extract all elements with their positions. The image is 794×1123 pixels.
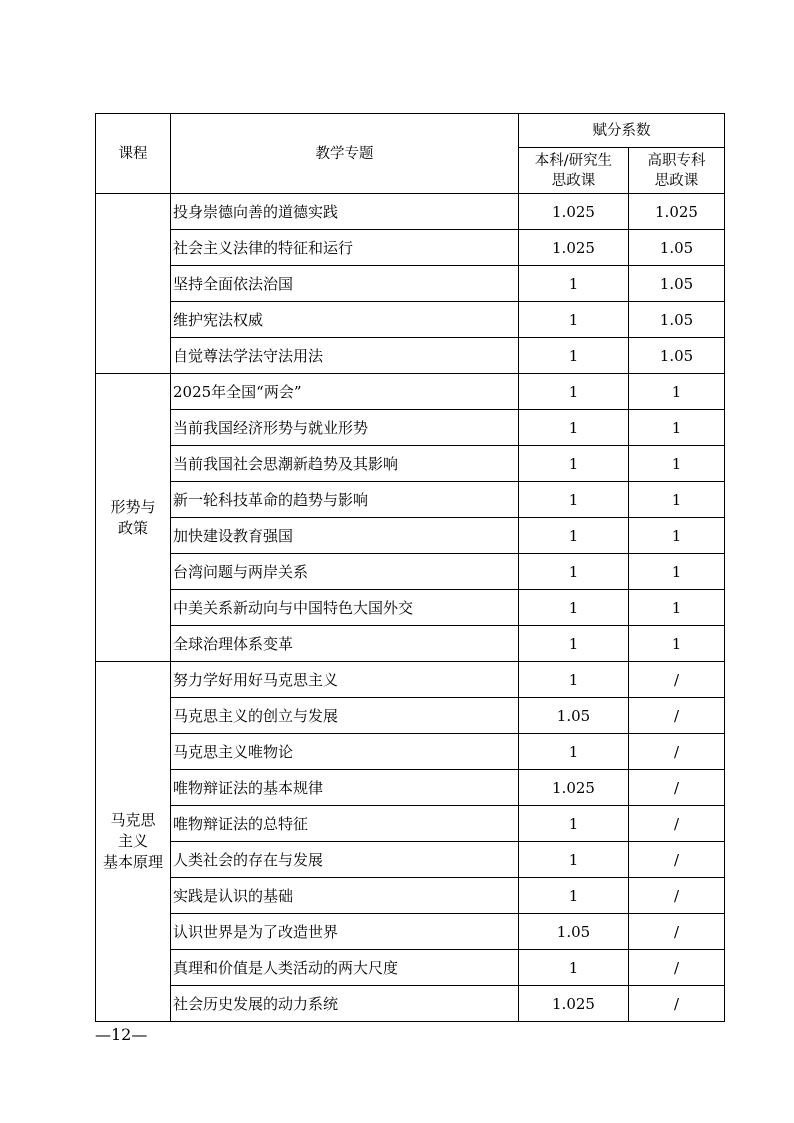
topic-cell: 坚持全面依法治国 bbox=[171, 266, 519, 302]
topic-cell: 人类社会的存在与发展 bbox=[171, 842, 519, 878]
undergrad-value: 1 bbox=[519, 806, 629, 842]
undergrad-value: 1.025 bbox=[519, 194, 629, 230]
topic-cell: 自觉尊法学法守法用法 bbox=[171, 338, 519, 374]
vocational-value: 1 bbox=[629, 590, 725, 626]
table-row bbox=[96, 734, 725, 770]
undergrad-value: 1 bbox=[519, 734, 629, 770]
undergrad-value: 1 bbox=[519, 266, 629, 302]
topic-cell: 马克思主义的创立与发展 bbox=[171, 698, 519, 734]
table-row bbox=[96, 374, 725, 410]
vocational-value: / bbox=[629, 914, 725, 950]
header-undergrad: 本科/研究生 思政课 bbox=[519, 148, 629, 194]
topic-cell: 唯物辩证法的基本规律 bbox=[171, 770, 519, 806]
table-row bbox=[96, 554, 725, 590]
table-row bbox=[96, 914, 725, 950]
vocational-value: / bbox=[629, 662, 725, 698]
topic-cell: 社会主义法律的特征和运行 bbox=[171, 230, 519, 266]
vocational-value: 1.05 bbox=[629, 230, 725, 266]
table-row bbox=[96, 878, 725, 914]
vocational-value: 1 bbox=[629, 410, 725, 446]
topic-cell: 全球治理体系变革 bbox=[171, 626, 519, 662]
table-row bbox=[96, 950, 725, 986]
undergrad-value: 1 bbox=[519, 842, 629, 878]
topic-cell: 当前我国社会思潮新趋势及其影响 bbox=[171, 446, 519, 482]
table-row bbox=[96, 770, 725, 806]
table-row bbox=[96, 266, 725, 302]
vocational-value: / bbox=[629, 878, 725, 914]
undergrad-value: 1 bbox=[519, 446, 629, 482]
topic-cell: 加快建设教育强国 bbox=[171, 518, 519, 554]
table-row bbox=[96, 410, 725, 446]
undergrad-value: 1.025 bbox=[519, 230, 629, 266]
coefficient-table bbox=[95, 113, 725, 1022]
table-row bbox=[96, 446, 725, 482]
vocational-value: / bbox=[629, 950, 725, 986]
undergrad-value: 1.025 bbox=[519, 770, 629, 806]
undergrad-value: 1 bbox=[519, 878, 629, 914]
table-row bbox=[96, 842, 725, 878]
vocational-value: 1 bbox=[629, 554, 725, 590]
vocational-value: / bbox=[629, 698, 725, 734]
topic-cell: 当前我国经济形势与就业形势 bbox=[171, 410, 519, 446]
table-row bbox=[96, 518, 725, 554]
topic-cell: 认识世界是为了改造世界 bbox=[171, 914, 519, 950]
table-row bbox=[96, 482, 725, 518]
course-name-cell: 形势与 政策 bbox=[96, 374, 171, 662]
vocational-value: 1 bbox=[629, 446, 725, 482]
table-row bbox=[96, 986, 725, 1022]
vocational-value: / bbox=[629, 734, 725, 770]
topic-cell: 中美关系新动向与中国特色大国外交 bbox=[171, 590, 519, 626]
vocational-value: 1.05 bbox=[629, 266, 725, 302]
table-row bbox=[96, 302, 725, 338]
table-row bbox=[96, 590, 725, 626]
header-vocational: 高职专科 思政课 bbox=[629, 148, 725, 194]
vocational-value: 1 bbox=[629, 482, 725, 518]
header-topic: 教学专题 bbox=[171, 114, 519, 194]
undergrad-value: 1 bbox=[519, 410, 629, 446]
vocational-value: 1 bbox=[629, 626, 725, 662]
vocational-value: / bbox=[629, 986, 725, 1022]
undergrad-value: 1 bbox=[519, 374, 629, 410]
undergrad-value: 1.05 bbox=[519, 914, 629, 950]
vocational-value: 1 bbox=[629, 518, 725, 554]
undergrad-value: 1.05 bbox=[519, 698, 629, 734]
vocational-value: / bbox=[629, 842, 725, 878]
table-row bbox=[96, 806, 725, 842]
vocational-value: 1.025 bbox=[629, 194, 725, 230]
topic-cell: 新一轮科技革命的趋势与影响 bbox=[171, 482, 519, 518]
undergrad-value: 1 bbox=[519, 518, 629, 554]
undergrad-value: 1 bbox=[519, 590, 629, 626]
page-number: —12— bbox=[95, 1025, 148, 1044]
table-row bbox=[96, 698, 725, 734]
header-coefficient: 赋分系数 bbox=[519, 114, 725, 148]
undergrad-value: 1 bbox=[519, 662, 629, 698]
undergrad-value: 1 bbox=[519, 302, 629, 338]
undergrad-value: 1 bbox=[519, 482, 629, 518]
vocational-value: / bbox=[629, 806, 725, 842]
topic-cell: 台湾问题与两岸关系 bbox=[171, 554, 519, 590]
course-name-cell bbox=[96, 194, 171, 374]
undergrad-value: 1 bbox=[519, 950, 629, 986]
vocational-value: / bbox=[629, 770, 725, 806]
undergrad-value: 1 bbox=[519, 554, 629, 590]
topic-cell: 社会历史发展的动力系统 bbox=[171, 986, 519, 1022]
vocational-value: 1 bbox=[629, 374, 725, 410]
topic-cell: 努力学好用好马克思主义 bbox=[171, 662, 519, 698]
topic-cell: 唯物辩证法的总特征 bbox=[171, 806, 519, 842]
undergrad-value: 1 bbox=[519, 626, 629, 662]
topic-cell: 投身崇德向善的道德实践 bbox=[171, 194, 519, 230]
table-row bbox=[96, 230, 725, 266]
table-row bbox=[96, 338, 725, 374]
topic-cell: 实践是认识的基础 bbox=[171, 878, 519, 914]
table-row bbox=[96, 662, 725, 698]
topic-cell: 马克思主义唯物论 bbox=[171, 734, 519, 770]
header-course: 课程 bbox=[96, 114, 171, 194]
undergrad-value: 1.025 bbox=[519, 986, 629, 1022]
undergrad-value: 1 bbox=[519, 338, 629, 374]
vocational-value: 1.05 bbox=[629, 338, 725, 374]
topic-cell: 2025年全国“两会” bbox=[171, 374, 519, 410]
vocational-value: 1.05 bbox=[629, 302, 725, 338]
course-name-cell: 马克思 主义 基本原理 bbox=[96, 662, 171, 1022]
table-row bbox=[96, 626, 725, 662]
topic-cell: 维护宪法权威 bbox=[171, 302, 519, 338]
table-row bbox=[96, 194, 725, 230]
topic-cell: 真理和价值是人类活动的两大尺度 bbox=[171, 950, 519, 986]
